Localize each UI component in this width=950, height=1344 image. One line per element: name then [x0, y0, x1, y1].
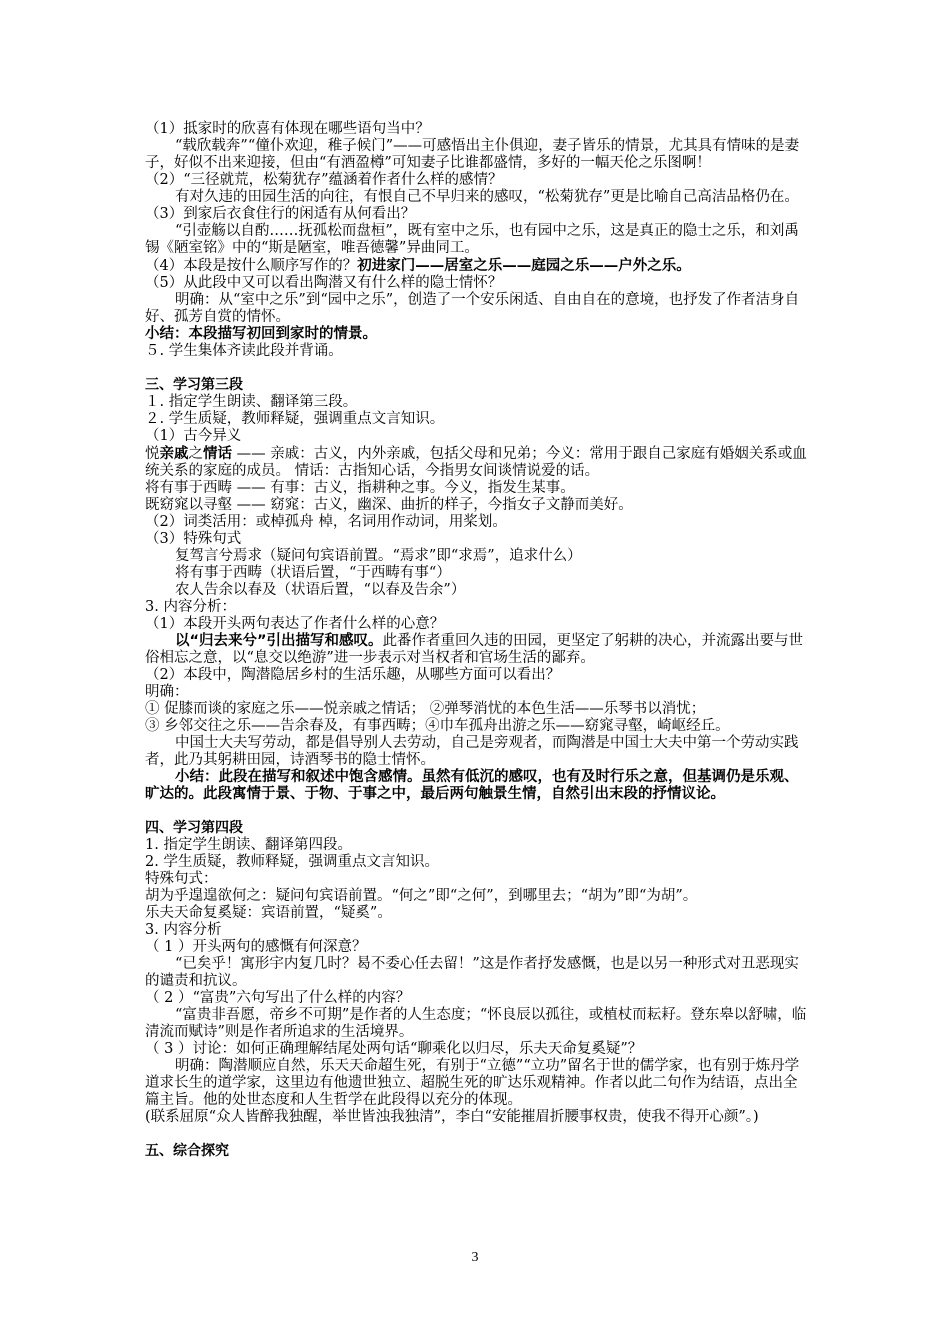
- s3-l4-rest: —— 亲戚：古义，内外亲戚，包括父母和兄弟；今义：常用于跟自己家庭有婚姻关系或血统关系的家庭的成员。 情话：古指知心话，今指男女间谈情说爱的话。: [145, 446, 807, 479]
- s3-line-19: 中国士大夫写劳动，都是倡导别人去劳动，自己是旁观者，而陶潜是中国士大夫中第一个劳动实践者，此乃其躬耕田园，诗酒琴书的隐士情怀。: [145, 735, 799, 768]
- s3-line-7: （2）词类活用：或棹孤舟 棹，名词用作动词，用桨划。: [145, 514, 507, 530]
- s3-line-10: 将有事于西畴（状语后置，“于西畴有事“）: [175, 565, 451, 581]
- s3-line-13: （1）本段开头两句表达了作者什么样的心意？: [145, 616, 445, 632]
- question-4-text: （4）本段是按什么顺序写作的？: [145, 258, 358, 274]
- question-4-answer: 初进家门——居室之乐——庭园之乐——户外之乐。: [357, 257, 691, 274]
- s3-line-11: 农人告余以春及（状语后置，“以春及告余”）: [175, 582, 466, 598]
- s4-line-1: 1. 指定学生朗读、翻译第四段。: [145, 837, 352, 853]
- answer-3: “引壶觞以自酌……抚孤松而盘桓”，既有室中之乐，也有园中之乐，这是真正的隐士之乐，和刘禹锡《陋室铭》中的“斯是陋室，唯吾德馨”异曲同工。: [145, 223, 799, 256]
- question-4: [145, 257, 810, 275]
- question-3: （3）到家后衣食住行的闲适有从何看出？: [145, 206, 416, 222]
- section-3-heading: 三、学习第三段: [145, 377, 243, 393]
- question-2: （2）“三径就荒，松菊犹存”蕴涵着作者什么样的感情？: [145, 172, 503, 188]
- s3-line-6: 既窈窕以寻壑 —— 窈窕：古义，幽深、曲折的样子，今指女子文静而美好。: [145, 497, 633, 513]
- s4-line-2: 2. 学生质疑，教师释疑，强调重点文言知识。: [145, 854, 439, 870]
- s4-line-5: 乐夫天命复奚疑：宾语前置，“疑奚”。: [145, 905, 392, 921]
- s4-answer-2: “富贵非吾愿，帝乡不可期”是作者的人生态度；“怀良辰以孤往，或植杖而耘耔。登东皋以舒啸，临清流而赋诗”则是作者所追求的生活境界。: [145, 1007, 807, 1040]
- s3-line-12: 3. 内容分析：: [145, 599, 236, 615]
- s3-l4-pre: 悦: [145, 446, 160, 462]
- s3-l14-rest: 此番作者重回久违的田园，更坚定了躬耕的决心，并流露出要与世俗相忘之意，以“息交以绝游”进一步表示对当权者和官场生活的鄙弃。: [145, 633, 804, 666]
- s3-line-17: ① 促膝而谈的家庭之乐——悦亲戚之情话； ②弹琴消忧的本色生活——乐琴书以消忧；: [145, 701, 706, 717]
- item-5: ５. 学生集体齐读此段并背诵。: [145, 343, 343, 359]
- s3-line-14: [145, 633, 810, 667]
- s4-line-6: 3. 内容分析: [145, 922, 222, 938]
- s4-question-1: （ 1 ）开头两句的感慨有何深意？: [145, 939, 367, 955]
- s3-line-2: ２. 学生质疑，教师释疑，强调重点文言知识。: [145, 411, 445, 427]
- s4-line-4: 胡为乎遑遑欲何之：疑问句宾语前置。“何之”即“之何”，到哪里去；“胡为”即“为胡”。: [145, 888, 698, 904]
- s3-line-15: （2）本段中，陶潜隐居乡村的生活乐趣，从哪些方面可以看出？: [145, 667, 561, 683]
- section-5-heading: 五、综合探究: [145, 1143, 229, 1159]
- s3-line-1: １. 指定学生朗读、翻译第三段。: [145, 394, 358, 410]
- s4-question-2: （ 2 ）“富贵”六句写出了什么样的内容？: [145, 990, 411, 1006]
- section-4-heading: 四、学习第四段: [145, 820, 243, 836]
- s3-line-5: 将有事于西畴 —— 有事：古义，指耕种之事。今义，指发生某事。: [145, 480, 575, 496]
- question-1: （1）抵家时的欣喜有体现在哪些语句当中？: [145, 121, 430, 137]
- s4-note: (联系屈原“众人皆醉我独醒，举世皆浊我独清”，李白“安能摧眉折腰事权贵，使我不得开心颜”。): [145, 1109, 759, 1125]
- s3-l14-bold: 以“归去来兮”引出描写和感叹。: [175, 633, 383, 649]
- s4-line-3: 特殊句式：: [145, 871, 218, 887]
- s4-answer-3: 明确：陶潜顺应自然，乐天天命超生死，有别于“立德”“立功”留名于世的儒学家，也有别于炼丹学道求长生的道学家，这里边有他遗世独立、超脱生死的旷达乐观精神。作者以此二句作为结语，点出全篇主旨。他的处世态度和人生哲学在此段得以充分的体现。: [145, 1058, 800, 1108]
- s3-line-16: 明确：: [145, 684, 189, 700]
- s3-line-4: [145, 445, 810, 480]
- s3-l4-mid: 之: [188, 446, 203, 462]
- document-body: [145, 121, 810, 1160]
- s3-line-9: 复驾言兮焉求（疑问句宾语前置。“焉求”即“求焉”，追求什么）: [175, 548, 582, 564]
- s4-answer-1: “已矣乎！寓形宇内复几时？曷不委心任去留！”这是作者抒发感慨，也是以另一种形式对丑恶现实的谴责和抗议。: [145, 956, 799, 989]
- s3-line-18: ③ 乡邻交往之乐——告余春及，有事西畴；④巾车孤舟出游之乐——窈窕寻壑，崎岖经丘。: [145, 718, 730, 734]
- answer-5: 明确：从“室中之乐”到“园中之乐”，创造了一个安乐闲适、自由自在的意境，也抒发了作者洁身自好、孤芳自赏的情怀。: [145, 292, 800, 325]
- answer-1: “载欣载奔”“僮仆欢迎，稚子候门”——可感悟出主仆俱迎，妻子皆乐的情景，尤其具有情味的是妻子，好似不出来迎接，但由“有酒盈樽”可知妻子比谁都盛情，多好的一幅天伦之乐图啊！: [145, 138, 800, 171]
- s3-l4-term-1: 亲戚: [159, 445, 189, 462]
- answer-2: 有对久违的田园生活的向往，有恨自己不早归来的感叹，“松菊犹存”更是比喻自己高洁品格仍在。: [175, 189, 799, 205]
- s3-line-3: （1）古今异义: [145, 428, 242, 444]
- section-2-summary: 小结：本段描写初回到家时的情景。: [145, 326, 377, 342]
- s4-question-3: （ 3 ）讨论：如何正确理解结尾处两句话“聊乘化以归尽，乐夫天命复奚疑”？: [145, 1041, 643, 1057]
- s3-l4-term-2: 情话: [203, 445, 232, 462]
- s3-line-8: （3）特殊句式: [145, 531, 242, 547]
- question-5: （5）从此段中又可以看出陶潜又有什么样的隐士情怀？: [145, 275, 503, 291]
- section-3-summary: 小结：此段在描写和叙述中饱含感情。虽然有低沉的感叹，也有及时行乐之意，但基调仍是乐观、旷达的。此段寓情于景、于物、于事之中，最后两句触景生情，自然引出末段的抒情议论。: [145, 769, 799, 802]
- page-number: 3: [471, 1250, 479, 1265]
